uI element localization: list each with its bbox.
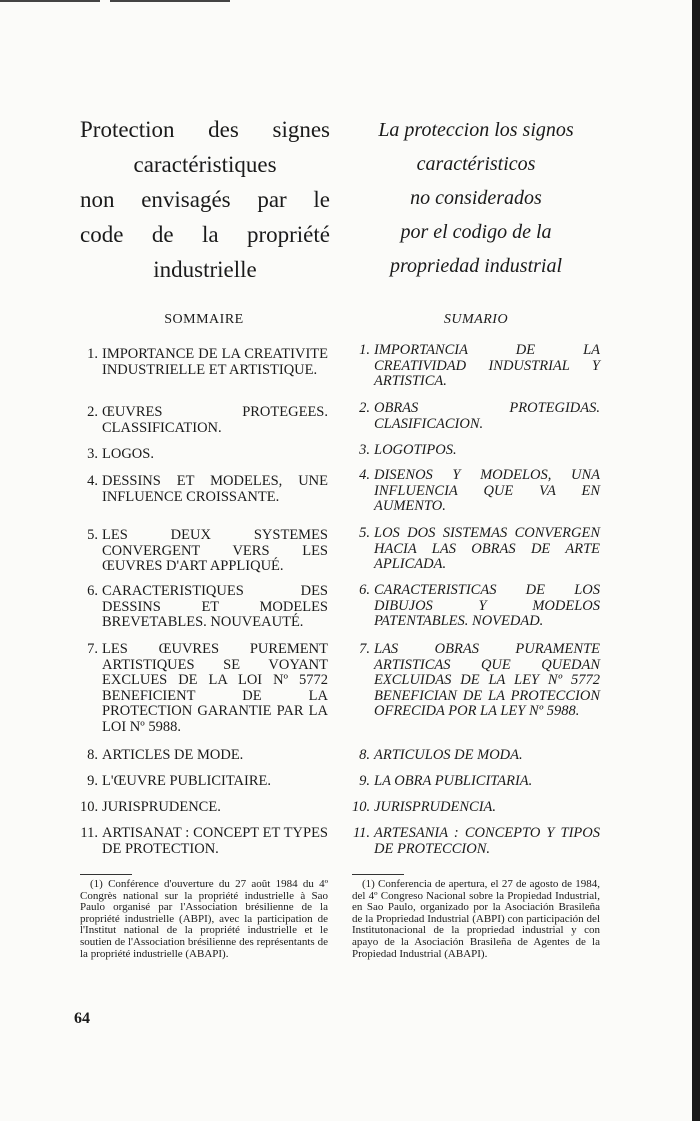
french-title [80,112,330,287]
sommaire-heading: SOMMAIRE [164,312,244,327]
title-line: code de la propriété [80,222,330,247]
summary-item [80,347,328,378]
item-number: 1. [359,342,370,358]
item-number: 4. [87,473,98,489]
top-rule-left [0,0,100,2]
item-text: CARACTERISTICAS DE LOS DIBUJOS Y MODELOS PATENTABLES. NOVEDAD. [374,582,600,629]
item-number: 6. [87,583,98,599]
title-line: por el codigo de la [400,221,552,243]
footnote-rule [80,874,132,875]
item-number: 1. [87,346,98,362]
item-text: ŒUVRES PROTEGEES. CLASSIFICATION. [102,404,328,436]
title-line: caractéristicos [416,153,536,175]
item-text: ARTICLES DE MODE. [102,747,244,763]
item-text: L'ŒUVRE PUBLICITAIRE. [102,773,272,789]
footnote: (1) Conférence d'ouverture du 27 août 1984 du 4º Congrès national sur la propriété industrielle à Sao Paulo organisé par l'Association brésilienne de la propriété industrielle (ABPI), avec la participation de l'Institut national de la propriété industrielle et le soutien de l'Association brésilienne des représentants de la propriété industrielle (ABAPI). [80,878,328,960]
summary-item [80,800,328,816]
title-line: caractéristiques [133,152,277,177]
item-text: OBRAS PROTEGIDAS. CLASIFICACION. [374,400,600,432]
item-text: LOS DOS SISTEMAS CONVERGEN HACIA LAS OBRAS DE ARTE APLICADA. [374,525,600,572]
item-number: 8. [87,747,98,763]
footnote-rule [352,874,404,875]
item-text: ARTICULOS DE MODA. [374,747,523,763]
summary-item [352,443,600,459]
item-text: DESSINS ET MODELES, UNE INFLUENCE CROISSANTE. [102,473,328,505]
summary-item [80,474,328,505]
item-text: LAS OBRAS PURAMENTE ARTISTICAS QUE QUEDAN EXCLUIDAS DE LA LEY Nº 5772 BENEFICIAN DE LA PROTECCION OFRECIDA POR LA LEY Nº 5988. [374,641,600,719]
page-number: 64 [74,1010,90,1027]
title-line: Protection des signes [80,117,330,142]
item-number: 5. [359,525,370,541]
summary-item [352,800,600,816]
item-number: 3. [359,442,370,458]
summary-item [80,447,328,463]
title-line: La proteccion los signos [378,119,574,141]
item-text: LA OBRA PUBLICITARIA. [374,773,533,789]
item-number: 9. [359,773,370,789]
item-text: LOGOTIPOS. [374,442,457,458]
summary-item [352,642,600,720]
item-number: 11. [352,825,370,841]
summary-item [80,642,328,735]
footnote: (1) Conferencia de apertura, el 27 de agosto de 1984, del 4º Congreso Nacional sobre la Propiedad Industrial, en Sao Paulo, organizado por la Asociación Brasileña de la Propriedad Industrial (ABPI) con participación del Institutonacional de la propriedad industrial y con apayo de la Asociación Brasileña de Agentes de la Propiedad Industrial (ABAPI). [352,878,600,960]
title-line: non envisagés par le [80,187,330,212]
title-line: no considerados [410,187,542,209]
item-number: 7. [87,641,98,657]
item-text: LOGOS. [102,446,154,462]
item-number: 4. [359,467,370,483]
item-number: 11. [80,825,98,841]
summary-item [80,774,328,790]
item-text: ARTESANIA : CONCEPTO Y TIPOS DE PROTECCION. [374,825,600,857]
summary-item [80,826,328,857]
summary-item [80,405,328,436]
item-text: IMPORTANCE DE LA CREATIVITE INDUSTRIELLE ET ARTISTIQUE. [102,346,328,378]
page-edge-shadow [692,0,700,1121]
title-line: propriedad industrial [389,255,563,277]
item-number: 7. [359,641,370,657]
summary-item [352,748,600,764]
summary-item [80,584,328,631]
spanish-title [352,113,600,283]
item-text: DISENOS Y MODELOS, UNA INFLUENCIA QUE VA EN AUMENTO. [374,467,600,514]
item-text: ARTISANAT : CONCEPT ET TYPES DE PROTECTION. [102,825,328,857]
item-text: JURISPRUDENCIA. [374,799,497,815]
item-number: 8. [359,747,370,763]
summary-item [352,583,600,630]
summary-item [352,343,600,390]
item-number: 6. [359,582,370,598]
item-number: 10. [352,799,371,815]
title-line: industrielle [153,257,257,282]
item-number: 5. [87,527,98,543]
item-text: LES DEUX SYSTEMES CONVERGENT VERS LES ŒUVRES D'ART APPLIQUÉ. [102,527,328,574]
item-number: 2. [359,400,370,416]
item-text: IMPORTANCIA DE LA CREATIVIDAD INDUSTRIAL Y ARTISTICA. [374,342,600,389]
item-number: 9. [87,773,98,789]
summary-item [352,526,600,573]
summary-item [80,748,328,764]
item-number: 2. [87,404,98,420]
item-text: JURISPRUDENCE. [102,799,221,815]
item-number: 3. [87,446,98,462]
summary-item [352,401,600,432]
item-text: LES ŒUVRES PUREMENT ARTISTIQUES SE VOYANT EXCLUES DE LA LOI Nº 5772 BENEFICIENT DE LA PROTECTION GARANTIE PAR LA LOI Nº 5988. [102,641,328,735]
summary-item [352,826,600,857]
top-rule-right [110,0,230,2]
summary-item [352,774,600,790]
summary-item [80,528,328,575]
item-text: CARACTERISTIQUES DES DESSINS ET MODELES BREVETABLES. NOUVEAUTÉ. [102,583,328,630]
sumario-heading: SUMARIO [443,312,509,327]
item-number: 10. [80,799,99,815]
summary-item [352,468,600,515]
